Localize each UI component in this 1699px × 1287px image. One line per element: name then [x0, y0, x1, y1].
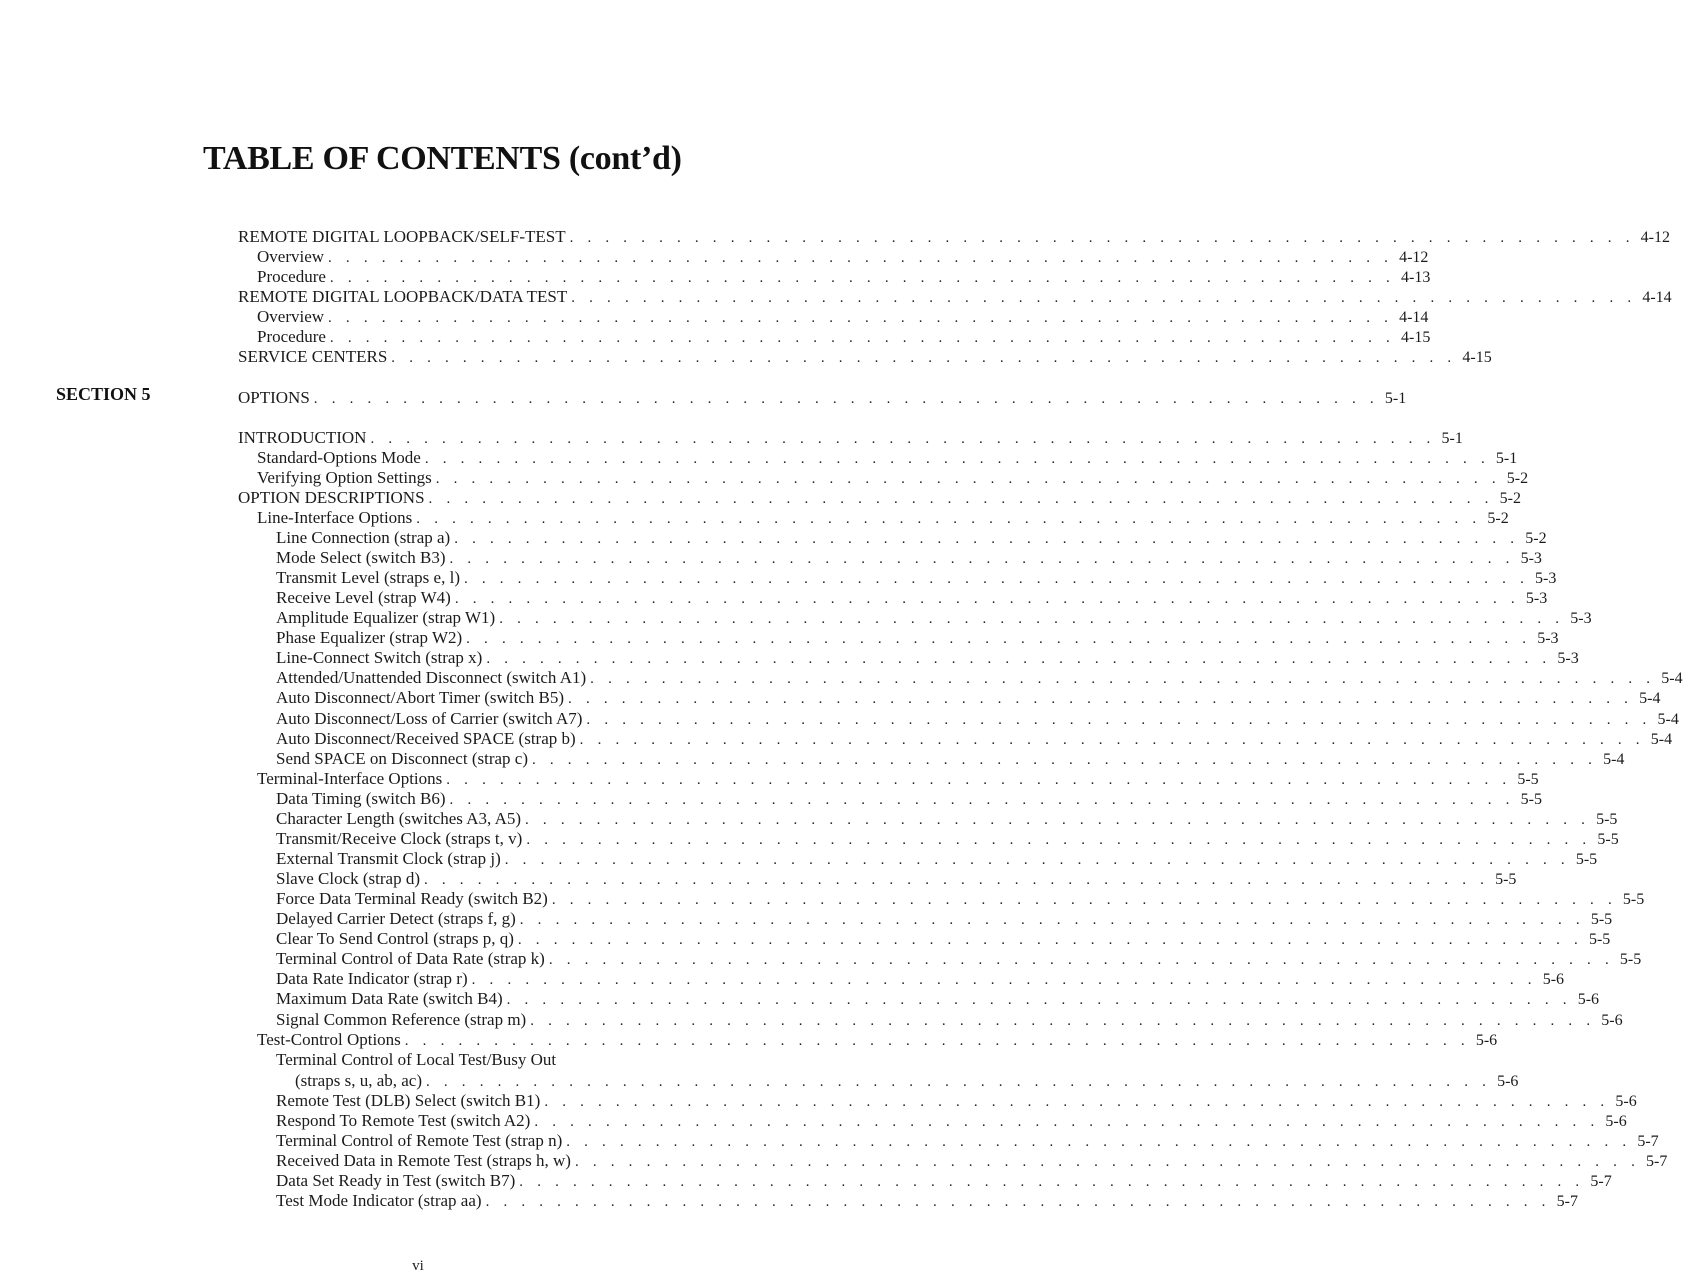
dot-leader: . . . . . . . . . . . . . . . . . . . . . . . . . . . . . . . . . . . . . . . . . . . . . . . . . . . . . . . . . . . . [486, 651, 1552, 667]
toc-entry-page-number: 5-7 [1590, 1173, 1612, 1190]
toc-entry-title: Transmit Level (straps e, l) [276, 568, 460, 587]
toc-entry [276, 1171, 1612, 1191]
toc-entry-title: Standard-Options Mode [257, 448, 421, 467]
toc-entry [276, 608, 1592, 628]
toc-entry-page-number: 5-5 [1590, 911, 1613, 928]
toc-entry-page-number: 5-3 [1537, 630, 1559, 647]
toc-entry-title: OPTION DESCRIPTIONS [238, 488, 425, 507]
dot-leader: . . . . . . . . . . . . . . . . . . . . . . . . . . . . . . . . . . . . . . . . . . . . . . . . . . . . . . . . . . . . [551, 892, 1617, 908]
toc-entry [238, 428, 1463, 448]
toc-entry [276, 1050, 783, 1070]
toc-entry-title: Signal Common Reference (strap m) [276, 1010, 527, 1029]
dot-leader: . . . . . . . . . . . . . . . . . . . . . . . . . . . . . . . . . . . . . . . . . . . . . . . . . . . . . . . . . . . . [454, 531, 1520, 547]
dot-leader: . . . . . . . . . . . . . . . . . . . . . . . . . . . . . . . . . . . . . . . . . . . . . . . . . . . . . . . . . . . . [328, 310, 1394, 326]
toc-entry [257, 448, 1518, 468]
dot-leader: . . . . . . . . . . . . . . . . . . . . . . . . . . . . . . . . . . . . . . . . . . . . . . . . . . . . . . . . . . . . [566, 1134, 1632, 1150]
toc-entry [257, 769, 1539, 789]
dot-leader: . . . . . . . . . . . . . . . . . . . . . . . . . . . . . . . . . . . . . . . . . . . . . . . . . . . . . . . . . . . . [313, 391, 1379, 407]
dot-leader: . . . . . . . . . . . . . . . . . . . . . . . . . . . . . . . . . . . . . . . . . . . . . . . . . . . . . . . . . . . . [426, 1074, 1492, 1090]
toc-entry-title: Line Connection (strap a) [276, 528, 451, 547]
toc-entry-page-number: 5-5 [1622, 891, 1645, 908]
toc-entry-title: Respond To Remote Test (switch A2) [276, 1111, 531, 1130]
toc-entry [238, 488, 1521, 508]
toc-entry-title: Line-Connect Switch (strap x) [276, 648, 483, 667]
toc-entry-title: Verifying Option Settings [257, 468, 432, 487]
dot-leader: . . . . . . . . . . . . . . . . . . . . . . . . . . . . . . . . . . . . . . . . . . . . . . . . . . . . . . . . . . . . [328, 250, 1394, 266]
toc-entry-title: Slave Clock (strap d) [276, 869, 420, 888]
toc-entry [276, 709, 1679, 729]
dot-leader: . . . . . . . . . . . . . . . . . . . . . . . . . . . . . . . . . . . . . . . . . . . . . . . . . . . . . . . . . . . . [370, 431, 1436, 447]
toc-entry-page-number: 5-4 [1650, 731, 1673, 748]
toc-entry-page-number: 5-3 [1557, 650, 1579, 667]
toc-entry [276, 729, 1673, 749]
dot-leader: . . . . . . . . . . . . . . . . . . . . . . . . . . . . . . . . . . . . . . . . . . . . . . . . . . . . . . . . . . . . [571, 290, 1637, 306]
toc-entry-title: Procedure [257, 267, 326, 286]
dot-leader: . . . . . . . . . . . . . . . . . . . . . . . . . . . . . . . . . . . . . . . . . . . . . . . . . . . . . . . . . . . . [454, 591, 1520, 607]
toc-entry [276, 1010, 1623, 1030]
toc-entry-page-number: 4-13 [1400, 269, 1431, 286]
dot-leader: . . . . . . . . . . . . . . . . . . . . . . . . . . . . . . . . . . . . . . . . . . . . . . . . . . . . . . . . . . . . [519, 912, 1585, 928]
toc-entry [276, 528, 1547, 548]
toc-entry [257, 1030, 1498, 1050]
toc-entry [276, 1191, 1578, 1211]
dot-leader: . . . . . . . . . . . . . . . . . . . . . . . . . . . . . . . . . . . . . . . . . . . . . . . . . . . . . . . . . . . . [471, 972, 1537, 988]
toc-entry-title: Terminal Control of Remote Test (strap n) [276, 1131, 563, 1150]
toc-entry-title: Data Rate Indicator (strap r) [276, 969, 468, 988]
dot-leader: . . . . . . . . . . . . . . . . . . . . . . . . . . . . . . . . . . . . . . . . . . . . . . . . . . . . . . . . . . . . [416, 511, 1482, 527]
toc-entry-title: Received Data in Remote Test (straps h, w) [276, 1151, 571, 1170]
toc-entry-page-number: 4-14 [1399, 309, 1429, 326]
toc-entry-title: Terminal Control of Local Test/Busy Out [276, 1050, 557, 1069]
toc-entry-page-number: 5-7 [1646, 1153, 1668, 1170]
toc-entry-title: Clear To Send Control (straps p, q) [276, 929, 514, 948]
toc-entry-title: Attended/Unattended Disconnect (switch A1) [276, 668, 587, 687]
toc-entry-page-number: 5-1 [1495, 450, 1518, 467]
dot-leader: . . . . . . . . . . . . . . . . . . . . . . . . . . . . . . . . . . . . . . . . . . . . . . . . . . . . . . . . . . . . [517, 932, 1583, 948]
dot-leader: . . . . . . . . . . . . . . . . . . . . . . . . . . . . . . . . . . . . . . . . . . . . . . . . . . . . . . . . . . . . [424, 872, 1490, 888]
toc-entry-page-number: 5-5 [1588, 931, 1611, 948]
toc-entry-page-number: 5-5 [1596, 811, 1618, 828]
toc-entry-title: INTRODUCTION [238, 428, 367, 447]
toc-entry-title: Amplitude Equalizer (strap W1) [276, 608, 496, 627]
toc-entry [238, 287, 1672, 307]
toc-entry [276, 668, 1683, 688]
toc-entry [276, 588, 1548, 608]
toc-entry [276, 1091, 1637, 1111]
toc-entry [276, 628, 1559, 648]
dot-leader: . . . . . . . . . . . . . . . . . . . . . . . . . . . . . . . . . . . . . . . . . . . . . . . . . . . . . . . . . . . . [466, 631, 1532, 647]
toc-entry-page-number: 5-6 [1475, 1032, 1498, 1049]
dot-leader: . . . . . . . . . . . . . . . . . . . . . . . . . . . . . . . . . . . . . . . . . . . . . . . . . . . . . . . . . . . . [485, 1194, 1551, 1210]
toc-entry [276, 829, 1619, 849]
toc-entry [276, 869, 1517, 889]
toc-entry-page-number: 5-4 [1657, 711, 1679, 728]
toc-entry-page-number: 5-4 [1603, 751, 1625, 768]
footer-page-number: vi [412, 1258, 424, 1274]
toc-entry-page-number: 5-7 [1556, 1193, 1578, 1210]
toc-entry [276, 949, 1642, 969]
toc-entry [276, 1111, 1627, 1131]
toc-entry [276, 809, 1618, 829]
toc-entry-page-number: 4-12 [1640, 229, 1670, 246]
toc-entry-title: Overview [257, 307, 325, 326]
toc-entry [276, 648, 1579, 668]
dot-leader: . . . . . . . . . . . . . . . . . . . . . . . . . . . . . . . . . . . . . . . . . . . . . . . . . . . . . . . . . . . . [586, 712, 1652, 728]
toc-entry [276, 1131, 1659, 1151]
toc-entry-page-number: 5-2 [1506, 470, 1529, 487]
toc-entry [276, 989, 1600, 1009]
toc-entry [257, 247, 1429, 267]
dot-leader: . . . . . . . . . . . . . . . . . . . . . . . . . . . . . . . . . . . . . . . . . . . . . . . . . . . . . . . . . . . . [532, 752, 1598, 768]
dot-leader: . . . . . . . . . . . . . . . . . . . . . . . . . . . . . . . . . . . . . . . . . . . . . . . . . . . . . . . . . . . . [449, 551, 1515, 567]
toc-entry-title: Auto Disconnect/Received SPACE (strap b) [276, 729, 576, 748]
toc-entry-title: Procedure [257, 327, 326, 346]
toc-entry [276, 749, 1625, 769]
toc-entry-page-number: 5-2 [1487, 510, 1509, 527]
dot-leader: . . . . . . . . . . . . . . . . . . . . . . . . . . . . . . . . . . . . . . . . . . . . . . . . . . . . . . . . . . . . [329, 330, 1395, 346]
toc-entry-title: Test Mode Indicator (strap aa) [276, 1191, 482, 1210]
toc-entry-page-number: 5-6 [1542, 971, 1565, 988]
dot-leader: . . . . . . . . . . . . . . . . . . . . . . . . . . . . . . . . . . . . . . . . . . . . . . . . . . . . . . . . . . . . [525, 812, 1591, 828]
toc-entry-title: Phase Equalizer (strap W2) [276, 628, 463, 647]
toc-entry [257, 327, 1431, 347]
toc-entry [276, 929, 1611, 949]
dot-leader: . . . . . . . . . . . . . . . . . . . . . . . . . . . . . . . . . . . . . . . . . . . . . . . . . . . . . . . . . . . . [404, 1033, 1470, 1049]
toc-entry-page-number: 5-5 [1619, 951, 1642, 968]
toc-entry-title: Auto Disconnect/Loss of Carrier (switch A7) [276, 709, 583, 728]
toc-entry [276, 889, 1645, 909]
toc-entry-title: REMOTE DIGITAL LOOPBACK/SELF-TEST [238, 227, 566, 246]
dot-leader: . . . . . . . . . . . . . . . . . . . . . . . . . . . . . . . . . . . . . . . . . . . . . . . . . . . . . . . . . . . . [530, 1013, 1596, 1029]
toc-entry-page-number: 5-6 [1605, 1113, 1627, 1130]
toc-entry [257, 508, 1509, 528]
toc-entry-page-number: 5-6 [1601, 1012, 1623, 1029]
dot-leader: . . . . . . . . . . . . . . . . . . . . . . . . . . . . . . . . . . . . . . . . . . . . . . . . . . . . . . . . . . . . [526, 832, 1592, 848]
toc-entry [276, 568, 1557, 588]
dot-leader: . . . . . . . . . . . . . . . . . . . . . . . . . . . . . . . . . . . . . . . . . . . . . . . . . . . . . . . . . . . . [446, 772, 1512, 788]
section-label: SECTION 5 [56, 384, 151, 404]
toc-entry [276, 688, 1661, 708]
dot-leader: . . . . . . . . . . . . . . . . . . . . . . . . . . . . . . . . . . . . . . . . . . . . . . . . . . . . . . . . . . . . [579, 732, 1645, 748]
toc-entry-title: Force Data Terminal Ready (switch B2) [276, 889, 548, 908]
toc-entry [257, 267, 1431, 287]
toc-entry-page-number: 4-12 [1399, 249, 1429, 266]
toc-entry-page-number: 5-5 [1517, 771, 1539, 788]
dot-leader: . . . . . . . . . . . . . . . . . . . . . . . . . . . . . . . . . . . . . . . . . . . . . . . . . . . . . . . . . . . . [428, 491, 1494, 507]
dot-leader: . . . . . . . . . . . . . . . . . . . . . . . . . . . . . . . . . . . . . . . . . . . . . . . . . . . . . . . . . . . . [504, 852, 1570, 868]
dot-leader: . . . . . . . . . . . . . . . . . . . . . . . . . . . . . . . . . . . . . . . . . . . . . . . . . . . . . . . . . . . . [574, 1154, 1641, 1170]
toc-entry-title: Mode Select (switch B3) [276, 548, 446, 567]
toc-entry-title: (straps s, u, ab, ac) [295, 1071, 422, 1090]
toc-entry [276, 548, 1542, 568]
toc-entry-page-number: 5-5 [1520, 791, 1542, 808]
toc-entry-title: SERVICE CENTERS [238, 347, 388, 366]
toc-entry-title: Transmit/Receive Clock (straps t, v) [276, 829, 523, 848]
dot-leader: . . . . . . . . . . . . . . . . . . . . . . . . . . . . . . . . . . . . . . . . . . . . . . . . . . . . . . . . . . . . [435, 471, 1501, 487]
dot-leader: . . . . . . . . . . . . . . . . . . . . . . . . . . . . . . . . . . . . . . . . . . . . . . . . . . . . . . . . . . . . [569, 230, 1635, 246]
toc-entry-title: Character Length (switches A3, A5) [276, 809, 522, 828]
dot-leader: . . . . . . . . . . . . . . . . . . . . . . . . . . . . . . . . . . . . . . . . . . . . . . . . . . . . . . . . . . . . [568, 691, 1634, 707]
toc-entry-page-number: 5-7 [1637, 1133, 1659, 1150]
toc-entry-title: Data Timing (switch B6) [276, 789, 446, 808]
toc-entry-title: Maximum Data Rate (switch B4) [276, 989, 503, 1008]
toc-entry-title: External Transmit Clock (strap j) [276, 849, 501, 868]
toc-entry-page-number: 5-5 [1575, 851, 1598, 868]
toc-entry [276, 789, 1542, 809]
toc-entry-page-number: 5-6 [1615, 1093, 1637, 1110]
toc-entry-title: Auto Disconnect/Abort Timer (switch B5) [276, 688, 565, 707]
toc-entry [257, 307, 1429, 327]
dot-leader: . . . . . . . . . . . . . . . . . . . . . . . . . . . . . . . . . . . . . . . . . . . . . . . . . . . . . . . . . . . . [391, 350, 1457, 366]
toc-entry-page-number: 5-3 [1520, 550, 1542, 567]
dot-leader: . . . . . . . . . . . . . . . . . . . . . . . . . . . . . . . . . . . . . . . . . . . . . . . . . . . . . . . . . . . . [506, 992, 1572, 1008]
toc-entry-title: Test-Control Options [257, 1030, 401, 1049]
dot-leader: . . . . . . . . . . . . . . . . . . . . . . . . . . . . . . . . . . . . . . . . . . . . . . . . . . . . . . . . . . . . [548, 952, 1614, 968]
dot-leader: . . . . . . . . . . . . . . . . . . . . . . . . . . . . . . . . . . . . . . . . . . . . . . . . . . . . . . . . . . . . [590, 671, 1656, 687]
toc-entry-page-number: 5-5 [1597, 831, 1619, 848]
toc-entry-page-number: 5-6 [1497, 1073, 1519, 1090]
dot-leader: . . . . . . . . . . . . . . . . . . . . . . . . . . . . . . . . . . . . . . . . . . . . . . . . . . . . . . . . . . . . [544, 1094, 1610, 1110]
toc-entry-page-number: 5-1 [1441, 430, 1463, 447]
toc-entry-page-number: 5-3 [1535, 570, 1557, 587]
toc-entry-title: Overview [257, 247, 325, 266]
toc-entry [257, 468, 1529, 488]
toc-entry-title: Send SPACE on Disconnect (strap c) [276, 749, 528, 768]
toc-entry-page-number: 5-4 [1661, 670, 1683, 687]
page-title: TABLE OF CONTENTS (cont’d) [203, 140, 682, 177]
toc-entry-title: REMOTE DIGITAL LOOPBACK/DATA TEST [238, 287, 568, 306]
dot-leader: . . . . . . . . . . . . . . . . . . . . . . . . . . . . . . . . . . . . . . . . . . . . . . . . . . . . . . . . . . . . [329, 270, 1395, 286]
toc-entry [276, 909, 1613, 929]
toc-entry-title: Data Set Ready in Test (switch B7) [276, 1171, 516, 1190]
dot-leader: . . . . . . . . . . . . . . . . . . . . . . . . . . . . . . . . . . . . . . . . . . . . . . . . . . . . . . . . . . . . [519, 1174, 1585, 1190]
toc-entry [238, 227, 1670, 247]
toc-entry-page-number: 4-15 [1462, 349, 1492, 366]
toc-entry-page-number: 4-14 [1642, 289, 1672, 306]
toc-entry-page-number: 5-6 [1577, 991, 1600, 1008]
dot-leader: . . . . . . . . . . . . . . . . . . . . . . . . . . . . . . . . . . . . . . . . . . . . . . . . . . . . . . . . . . . . [449, 792, 1515, 808]
toc-entry-page-number: 5-4 [1639, 690, 1661, 707]
toc-entry-title: Terminal Control of Data Rate (strap k) [276, 949, 545, 968]
toc-entry-page-number: 4-15 [1400, 329, 1431, 346]
dot-leader: . . . . . . . . . . . . . . . . . . . . . . . . . . . . . . . . . . . . . . . . . . . . . . . . . . . . . . . . . . . . [424, 451, 1490, 467]
toc-entry-title: Line-Interface Options [257, 508, 413, 527]
toc-entry [295, 1071, 1519, 1091]
toc-entry-page-number: 5-2 [1525, 530, 1547, 547]
dot-leader: . . . . . . . . . . . . . . . . . . . . . . . . . . . . . . . . . . . . . . . . . . . . . . . . . . . . . . . . . . . . [534, 1114, 1600, 1130]
toc-entry [238, 388, 1407, 408]
toc-entry-page-number: 5-5 [1495, 871, 1517, 888]
toc-entry [276, 849, 1598, 869]
toc-entry-title: OPTIONS [238, 388, 310, 407]
toc-entry-page-number: 5-2 [1499, 490, 1521, 507]
toc-entry-title: Receive Level (strap W4) [276, 588, 451, 607]
toc-entry-title: Terminal-Interface Options [257, 769, 443, 788]
toc-entry [276, 969, 1565, 989]
toc-entry-page-number: 5-3 [1570, 610, 1592, 627]
toc-entry-page-number: 5-3 [1525, 590, 1548, 607]
toc-entry-page-number: 5-1 [1384, 390, 1407, 407]
toc-entry-title: Remote Test (DLB) Select (switch B1) [276, 1091, 541, 1110]
dot-leader: . . . . . . . . . . . . . . . . . . . . . . . . . . . . . . . . . . . . . . . . . . . . . . . . . . . . . . . . . . . . [499, 611, 1565, 627]
toc-entry [276, 1151, 1668, 1171]
dot-leader: . . . . . . . . . . . . . . . . . . . . . . . . . . . . . . . . . . . . . . . . . . . . . . . . . . . . . . . . . . . . [463, 571, 1530, 587]
toc-entry [238, 347, 1492, 367]
toc-entry-title: Delayed Carrier Detect (straps f, g) [276, 909, 516, 928]
